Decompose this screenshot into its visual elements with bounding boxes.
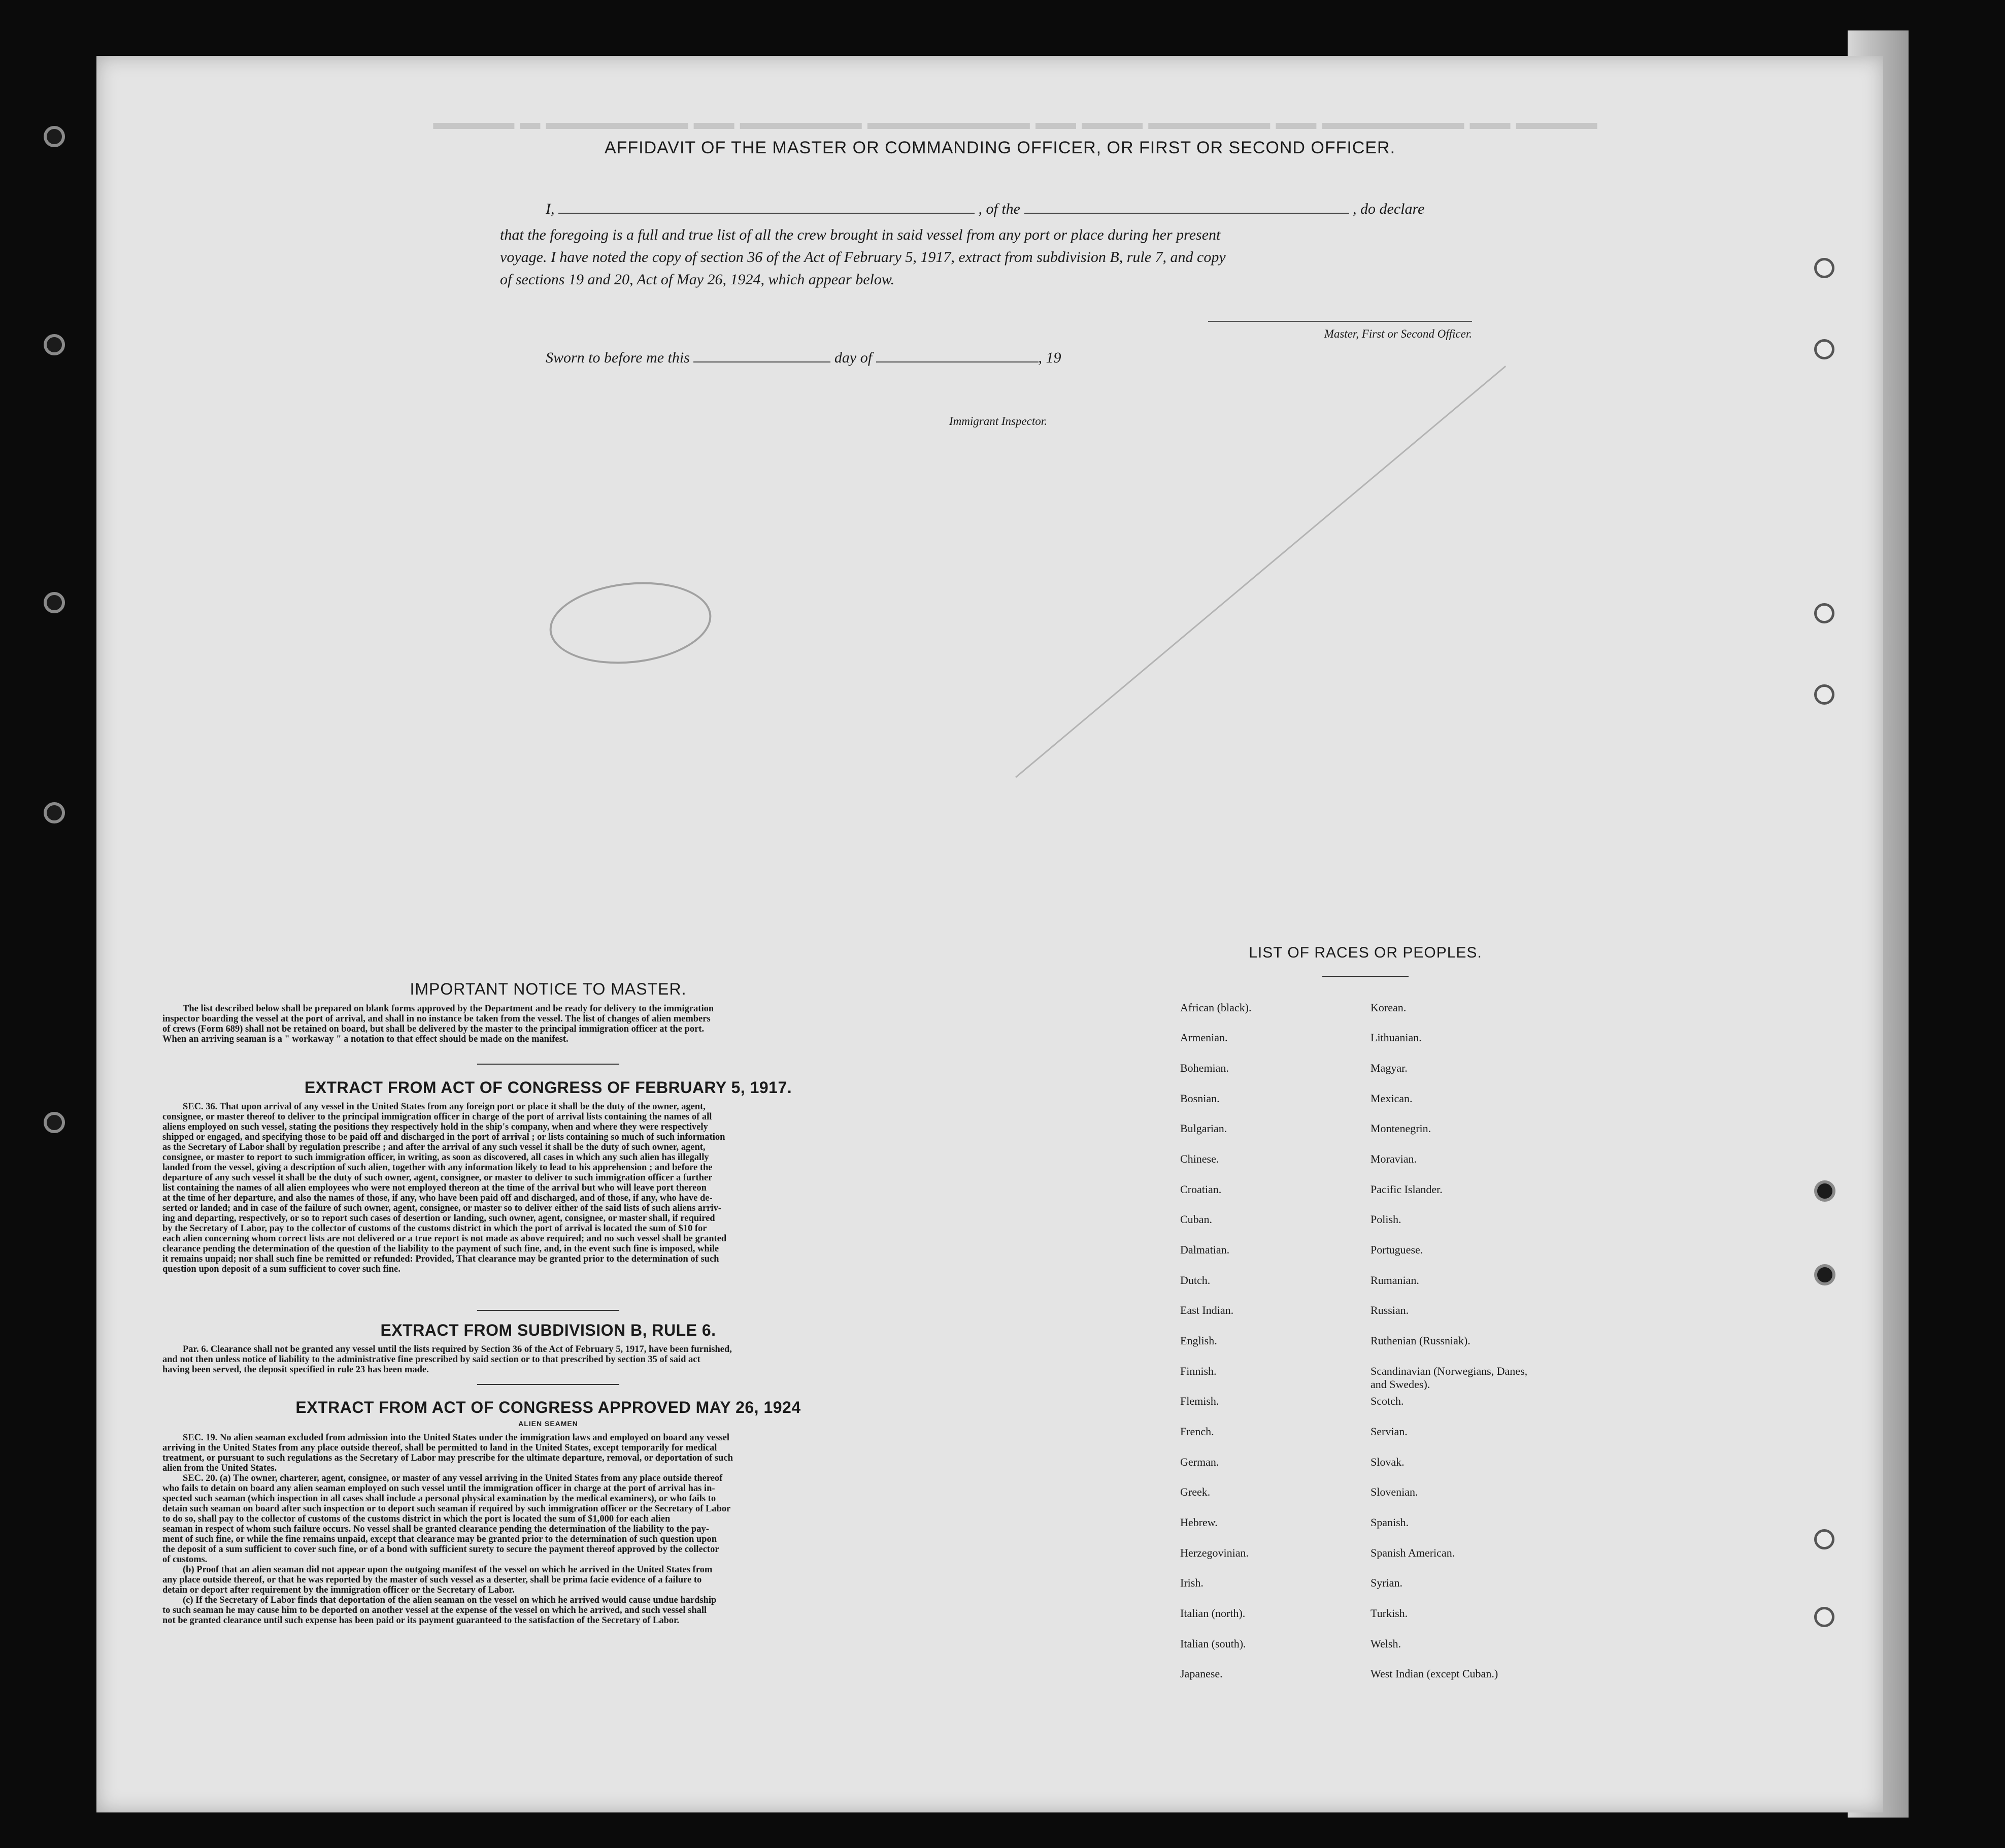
binder-hole (44, 592, 65, 613)
race-left: Dalmatian. (1180, 1243, 1230, 1256)
race-right: Pacific Islander. (1371, 1183, 1443, 1196)
sworn-day-label: day of (834, 349, 873, 366)
rule6-heading: EXTRACT FROM SUBDIVISION B, RULE 6. (380, 1321, 716, 1339)
binder-hole (44, 1112, 65, 1133)
notice-line: inspector boarding the vessel at the port of arrival, and shall in no instance be taken from the vessel. The list of changes of alien members (162, 1014, 711, 1024)
notice-line: The list described below shall be prepared on blank forms approved by the Department and be ready for delivery to the immigration (183, 1004, 714, 1014)
extract-1924-line: to such seaman he may cause him to be deported on another vessel at the expense of the vessel on which he arrived, and such vessel shall (162, 1605, 707, 1615)
bleed-through-text: ▬▬▬▬ ▬ ▬▬▬▬▬▬▬ ▬▬ ▬▬▬▬▬▬ ▬▬▬▬▬▬▬▬ ▬▬ ▬▬▬ ▬▬▬▬▬▬ ▬▬ ▬▬▬▬▬▬▬ ▬▬ ▬▬▬▬ (433, 118, 1597, 141)
race-left: African (black). (1180, 1001, 1252, 1014)
affidavit-title: AFFIDAVIT OF THE MASTER OR COMMANDING OFFICER, OR FIRST OR SECOND OFFICER. (604, 138, 1396, 157)
race-left: Hebrew. (1180, 1516, 1218, 1529)
extract-1917-heading: EXTRACT FROM ACT OF CONGRESS OF FEBRUARY 5, 1917. (304, 1078, 792, 1097)
extract-1924-line: SEC. 20. (a) The owner, charterer, agent, consignee, or master of any vessel arriving in the United States from any place outside thereof (183, 1473, 723, 1483)
extract-1924-line: ment of such fine, or while the fine remains unpaid, except that clearance may be granted prior to the determination of such question upon (162, 1534, 717, 1544)
race-right: Korean. (1371, 1001, 1407, 1014)
divider (1322, 976, 1409, 977)
affidavit-line-1 (546, 200, 1490, 218)
race-left: East Indian. (1180, 1304, 1234, 1316)
notice-body (162, 1004, 934, 1044)
affidavit-line-4: of sections 19 and 20, Act of May 26, 1924, which appear below. (500, 271, 895, 288)
divider (477, 1064, 619, 1065)
binder-hole (44, 802, 65, 823)
notice-line: of crews (Form 689) shall not be retained on board, but shall be delivered by the master to the principal immigration officer at the port. (162, 1024, 705, 1034)
binder-hole (1814, 339, 1834, 359)
extract-1924-line: SEC. 19. No alien seaman excluded from admission into the United States under the immigration laws and employed on board any vessel (183, 1433, 730, 1443)
rule6-body (162, 1344, 934, 1375)
race-right: Spanish. (1371, 1516, 1409, 1529)
race-left: Irish. (1180, 1576, 1204, 1589)
master-caption: Master, First or Second Officer. (1324, 327, 1472, 340)
binder-hole (1814, 1607, 1834, 1627)
sworn-line (546, 348, 1206, 367)
race-left: Herzegovinian. (1180, 1546, 1249, 1559)
race-right: Moravian. (1371, 1152, 1417, 1165)
extract-1924-line: of customs. (162, 1555, 208, 1565)
race-left: Cuban. (1180, 1213, 1212, 1226)
affidavit-line-3: voyage. I have noted the copy of section 36 of the Act of February 5, 1917, extract from subdivision B, rule 7, and copy (500, 249, 1226, 266)
race-right: Syrian. (1371, 1576, 1402, 1589)
extract-1924-line: spected such seaman (which inspection in all cases shall include a personal physical examination by the medical examiners), or who fails to (162, 1494, 716, 1504)
extract-1924-body (162, 1433, 934, 1626)
race-right: Slovenian. (1371, 1486, 1418, 1498)
sworn-day-blank[interactable] (693, 361, 830, 362)
race-right: Rumanian. (1371, 1274, 1419, 1286)
extract-line: at the time of her departure, and also the names of those, if any, who have been paid off and discharged, and of those, if any, who have de- (162, 1193, 713, 1203)
extract-line: consignee, or master to report to such immigration officer, in writing, as soon as discovered, all cases in which any such alien has illegally (162, 1152, 709, 1163)
race-left: Bosnian. (1180, 1092, 1220, 1105)
extract-1924-line: not be granted clearance until such expense has been paid or its payment guaranteed to the satisfaction of the Secretary of Labor. (162, 1615, 680, 1626)
notice-heading: IMPORTANT NOTICE TO MASTER. (410, 980, 687, 998)
race-left: Dutch. (1180, 1274, 1211, 1286)
extract-1924-line: (c) If the Secretary of Labor finds that deportation of the alien seaman on the vessel on which he arrived would cause undue hardship (183, 1595, 717, 1605)
sworn-month-blank[interactable] (876, 361, 1039, 362)
divider (477, 1310, 619, 1311)
extract-1924-line: the deposit of a sum sufficient to cover such fine, or of a bond with sufficient surety to secure the payment thereof approved by the collector (162, 1544, 719, 1555)
extract-line: clearance pending the determination of the question of the liability to the payment of such fine, and, in the event such fine is imposed, while (162, 1244, 719, 1254)
race-right: Portuguese. (1371, 1243, 1423, 1256)
race-left: English. (1180, 1334, 1217, 1347)
extract-line: landed from the vessel, giving a description of such alien, together with any information likely to lead to his apprehension ; and before the (162, 1163, 713, 1173)
race-right: Montenegrin. (1371, 1122, 1431, 1135)
extract-line: shipped or engaged, and specifying those to be paid off and discharged in the port of arrival ; or lists containing so much of such information (162, 1132, 725, 1142)
race-right: Scotch. (1371, 1395, 1404, 1407)
extract-1924-line: arriving in the United States from any place outside thereof, shall be permitted to land in the United States, except temporarily for medical (162, 1443, 717, 1453)
race-right: Polish. (1371, 1213, 1401, 1226)
alien-seamen-subheading: ALIEN SEAMEN (518, 1420, 578, 1428)
binder-hole (44, 126, 65, 147)
race-right: Slovak. (1371, 1456, 1405, 1468)
extract-1924-line: (b) Proof that an alien seaman did not appear upon the outgoing manifest of the vessel on which he arrived in the United States from (183, 1565, 713, 1575)
race-right: Welsh. (1371, 1637, 1401, 1650)
extract-1924-line: seaman in respect of whom such failure occurs. No vessel shall be granted clearance pending the determination of the liability to the pay- (162, 1524, 709, 1534)
extract-line: consignee, or master thereof to deliver to the principal immigration officer in charge of the port of arrival lists containing the names of all (162, 1112, 712, 1122)
race-left: German. (1180, 1456, 1219, 1468)
race-left: Greek. (1180, 1486, 1211, 1498)
extract-1924-line: detain or deport after requirement by the immigration officer or the Secretary of Labor. (162, 1585, 515, 1595)
race-right: Spanish American. (1371, 1546, 1455, 1559)
name-blank[interactable] (558, 213, 975, 214)
extract-line: serted or landed; and in case of the failure of such owner, agent, consignee, or master so to deliver either of the said lists of such aliens arriv- (162, 1203, 722, 1213)
notice-line: When an arriving seaman is a " workaway " a notation to that effect should be made on the manifest. (162, 1034, 569, 1044)
race-right: West Indian (except Cuban.) (1371, 1667, 1498, 1680)
extract-1924-line: any place outside thereof, or that he was reported by the master of such vessel as a deserter, shall be prima facie evidence of a failure to (162, 1575, 702, 1585)
affidavit-line-2: that the foregoing is a full and true list of all the crew brought in said vessel from any port or place during her present (500, 226, 1221, 243)
rule6-line: having been served, the deposit specified in rule 23 has been made. (162, 1365, 429, 1375)
binder-hole (1814, 1180, 1835, 1202)
rule6-line: and not then unless notice of liability to the administrative fine prescribed by said section or to that prescribed by section 35 of said act (162, 1355, 700, 1365)
extract-line: aliens employed on such vessel, stating the positions they respectively hold in the ship's company, when and where they were respectively (162, 1122, 708, 1132)
extract-line: SEC. 36. That upon arrival of any vessel in the United States from any foreign port or place it shall be the duty of the owner, agent, (183, 1102, 706, 1112)
rule6-line: Par. 6. Clearance shall not be granted any vessel until the lists required by Section 36 of the Act of February 5, 1917, have been furnished, (183, 1344, 732, 1355)
extract-1924-line: to do so, shall pay to the collector of customs of the customs district in which the port is located the sum of $1,000 for each alien (162, 1514, 671, 1524)
race-left: Italian (north). (1180, 1607, 1246, 1620)
inspector-caption: Immigrant Inspector. (949, 415, 1047, 427)
extract-line: departure of any such vessel it shall be the duty of such owner, agent, consignee, or master to deliver to such immigration officer a further (162, 1173, 713, 1183)
race-right: Lithuanian. (1371, 1031, 1422, 1044)
vessel-blank[interactable] (1024, 213, 1349, 214)
race-left: Bulgarian. (1180, 1122, 1227, 1135)
extract-1924-line: treatment, or pursuant to such regulations as the Secretary of Labor may prescribe for the ultimate departure, removal, or deportation of such (162, 1453, 733, 1463)
extract-line: question upon deposit of a sum sufficient to cover such fine. (162, 1264, 400, 1274)
race-left: Flemish. (1180, 1395, 1219, 1407)
extract-line: it remains unpaid; nor shall such fine be remitted or refunded: Provided, That clearance may be granted prior to the determination of such (162, 1254, 719, 1264)
sworn-year-label: , 19 (1038, 349, 1061, 366)
extract-line: as the Secretary of Labor shall by regulation prescribe ; and after the arrival of any such vessel it shall be the duty of such owner, agent, (162, 1142, 706, 1152)
extract-1917-body (162, 1102, 934, 1274)
extract-1924-line: alien from the United States. (162, 1463, 277, 1473)
race-right: Magyar. (1371, 1062, 1408, 1074)
binder-hole (1814, 1264, 1835, 1285)
extract-line: list containing the names of all alien employees who were not employed thereon at the time of the arrival but who will leave port thereon (162, 1183, 707, 1193)
race-left: French. (1180, 1425, 1214, 1438)
sworn-label: Sworn to before me this (546, 349, 690, 366)
race-left: Italian (south). (1180, 1637, 1246, 1650)
race-left: Bohemian. (1180, 1062, 1229, 1074)
race-right: Russian. (1371, 1304, 1409, 1316)
extract-line: ing and departing, respectively, or so to report such cases of desertion or landing, such owner, agent, consignee, or master shall, if required (162, 1213, 715, 1224)
race-left: Chinese. (1180, 1152, 1219, 1165)
race-right: Turkish. (1371, 1607, 1408, 1620)
extract-1924-line: who fails to detain on board any alien seaman employed on such vessel until the immigration officer in charge at the port of arrival has in- (162, 1483, 715, 1494)
binder-hole (1814, 258, 1834, 278)
extract-line: each alien concerning whom correct lists are not delivered or a true report is not made as above required; and no such vessel shall be granted (162, 1234, 727, 1244)
affidavit-i: I, (546, 201, 555, 217)
race-right: Servian. (1371, 1425, 1408, 1438)
divider (477, 1384, 619, 1385)
race-right: Ruthenian (Russniak). (1371, 1334, 1471, 1347)
race-left: Armenian. (1180, 1031, 1228, 1044)
race-left: Finnish. (1180, 1365, 1217, 1377)
affidavit-declare: , do declare (1353, 201, 1425, 217)
binder-hole (1814, 1529, 1834, 1549)
binder-hole (44, 334, 65, 355)
extract-1924-heading: EXTRACT FROM ACT OF CONGRESS APPROVED MAY 26, 1924 (295, 1398, 801, 1416)
race-left: Croatian. (1180, 1183, 1222, 1196)
extract-line: by the Secretary of Labor, pay to the collector of customs of the customs district in which the port of arrival is located the sum of $10 for (162, 1224, 707, 1234)
binder-hole (1814, 603, 1834, 623)
affidavit-of-the: , of the (978, 201, 1020, 217)
master-signature-line[interactable] (1208, 321, 1472, 322)
race-left: Japanese. (1180, 1667, 1223, 1680)
race-right: Scandinavian (Norwegians, Danes, and Swedes). (1371, 1365, 1528, 1391)
races-heading: LIST OF RACES OR PEOPLES. (1249, 944, 1482, 961)
race-right: Mexican. (1371, 1092, 1413, 1105)
extract-1924-line: detain such seaman on board after such inspection or to deport such seaman if required by such immigration officer or the Secretary of Labor (162, 1504, 731, 1514)
binder-hole (1814, 684, 1834, 705)
